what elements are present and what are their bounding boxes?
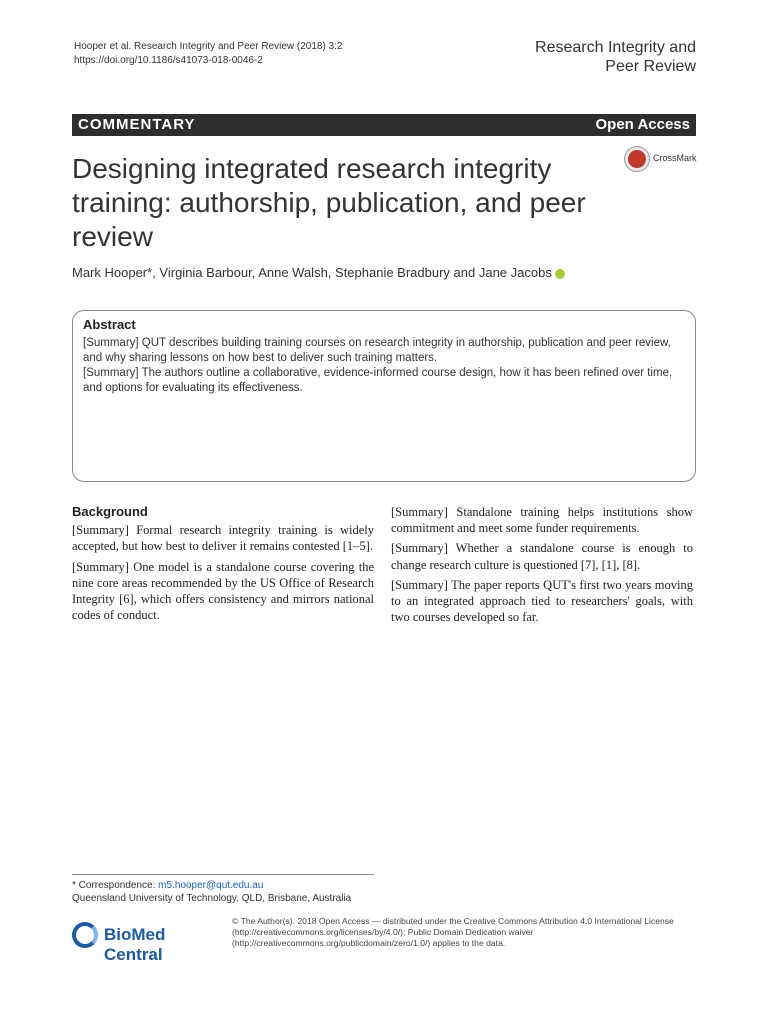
abstract-heading: Abstract bbox=[83, 317, 136, 332]
correspondence-label: * Correspondence: bbox=[72, 880, 156, 891]
abstract-box bbox=[72, 310, 696, 482]
body-column-left bbox=[72, 504, 374, 627]
doi-link[interactable]: https://doi.org/10.1186/s41073-018-0046-2 bbox=[74, 55, 263, 66]
crossmark-badge[interactable] bbox=[625, 147, 700, 175]
body-column-right bbox=[391, 504, 693, 629]
article-title: Designing integrated research integrity training: authorship, publication, and peer review bbox=[72, 153, 586, 252]
paragraph-summary: [Summary] One model is a standalone course covering the nine core areas recommended by the US Office of Research Integrity [6], which offers consistency and mirrors national codes of conduct. bbox=[72, 559, 374, 623]
license-summary: © The Author(s). 2018 Open Access — distributed under the Creative Commons Attribution 4.0 International License (http://creativecommons.org/licenses/by/4.0/); Public Domain Dedication waiver (http://creativecommons.org/publicdomain/zero/1.0/) applies to the data. bbox=[232, 916, 674, 948]
open-access-label: Open Access bbox=[595, 116, 690, 133]
orcid-icon[interactable] bbox=[555, 269, 565, 279]
author-names: Mark Hooper*, Virginia Barbour, Anne Walsh, Stephanie Bradbury and Jane Jacobs bbox=[72, 265, 552, 280]
article-citation bbox=[74, 40, 342, 68]
journal-name bbox=[476, 38, 696, 76]
journal-name-line1: Research Integrity and bbox=[535, 39, 696, 56]
correspondence-footnote bbox=[72, 874, 374, 905]
author-list bbox=[72, 265, 565, 280]
publisher-name: BioMed Central bbox=[104, 925, 166, 964]
paragraph-summary: [Summary] Whether a standalone course is enough to change research culture is questioned [7], [1], [8]. bbox=[391, 541, 693, 572]
abstract-summary: [Summary] QUT describes building training courses on research integrity in authorship, publication and peer review, and why sharing lessons on how best to deliver such training matters. bbox=[83, 337, 671, 364]
citation-line: Hooper et al. Research Integrity and Peer Review (2018) 3:2 bbox=[74, 41, 343, 52]
crossmark-label: CrossMark bbox=[653, 153, 697, 163]
license-notice bbox=[232, 916, 694, 949]
correspondence-email-link[interactable]: m5.hooper@qut.edu.au bbox=[158, 880, 264, 891]
paragraph-summary: [Summary] Formal research integrity training is widely accepted, but how best to deliver it remains contested [1–5]. bbox=[72, 523, 374, 554]
author-affiliation: Queensland University of Technology, QLD, Brisbane, Australia bbox=[72, 893, 352, 904]
biomed-central-logo-icon bbox=[72, 922, 98, 948]
publisher-logo bbox=[72, 920, 222, 964]
abstract-summary: [Summary] The authors outline a collaborative, evidence-informed course design, how it has been refined over time, and options for evaluating its effectiveness. bbox=[83, 367, 673, 394]
journal-name-line2: Peer Review bbox=[605, 58, 696, 75]
section-heading: Background bbox=[72, 504, 148, 519]
paragraph-summary: [Summary] The paper reports QUT's first two years moving to an integrated approach tied to researchers' goals, with two courses developed so far. bbox=[391, 577, 693, 625]
paragraph-summary: [Summary] Standalone training helps institutions show commitment and meet some funder requirements. bbox=[391, 505, 693, 536]
article-type-label: COMMENTARY bbox=[78, 116, 196, 133]
article-type-banner bbox=[72, 114, 696, 136]
